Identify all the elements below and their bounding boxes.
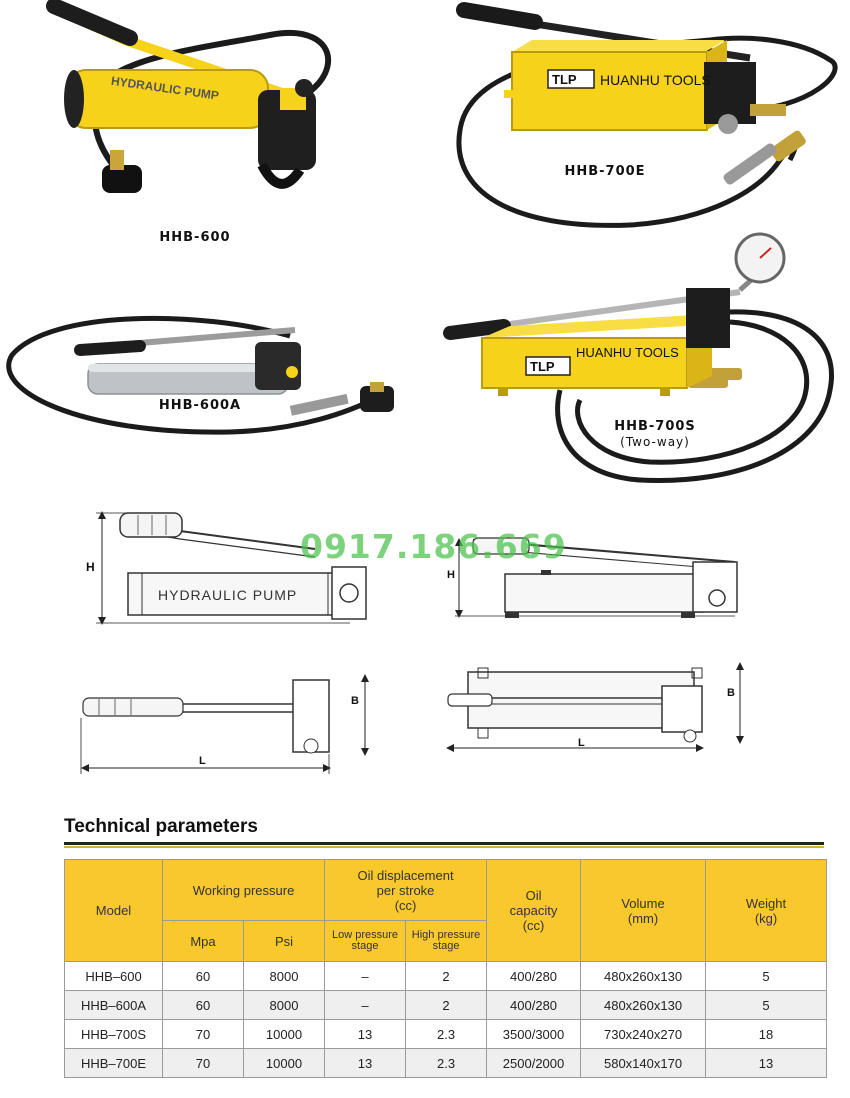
table-row: [65, 962, 827, 991]
drawing-hhb-600-top-view: [75, 668, 375, 778]
cell-high-pressure: 2: [406, 991, 487, 1020]
dim-label-l-left: L: [199, 755, 206, 767]
cell-psi: 8000: [244, 991, 325, 1020]
cell-weight: 13: [706, 1049, 827, 1078]
header-oil-displacement-line1: Oil displacement: [357, 867, 454, 883]
cell-model: HHB–600: [65, 962, 163, 991]
header-oil-displacement-line3: (cc): [394, 897, 417, 913]
drawing-pump-label: HYDRAULIC PUMP: [158, 587, 298, 603]
cell-low-pressure: 13: [325, 1020, 406, 1049]
cell-oil-capacity: 400/280: [487, 991, 581, 1020]
table-row: [65, 991, 827, 1020]
hhb-700s-brand-logo: TLP: [530, 359, 555, 374]
drawing-hhb-600-side-view: [80, 505, 380, 635]
product-caption-hhb-700e: HHB-700E: [564, 164, 646, 179]
cell-mpa: 70: [163, 1020, 244, 1049]
cell-weight: 5: [706, 962, 827, 991]
drawing-hhb-700-top-view: [440, 660, 750, 755]
cell-volume: 480x260x130: [581, 962, 706, 991]
dim-label-h-right: H: [447, 569, 455, 581]
title-rule-dark: [64, 842, 824, 845]
dim-label-b-left: B: [351, 695, 359, 707]
header-volume-line2: (mm): [627, 910, 659, 926]
header-mpa: Mpa: [163, 921, 244, 962]
hhb-700e-brand-text: HUANHU TOOLS: [600, 72, 711, 88]
cell-volume: 730x240x270: [581, 1020, 706, 1049]
cell-volume: 480x260x130: [581, 991, 706, 1020]
product-caption-hhb-600: HHB-600: [159, 230, 231, 245]
cell-oil-capacity: 400/280: [487, 962, 581, 991]
header-oil-capacity-line3: (cc): [522, 918, 545, 933]
cell-high-pressure: 2.3: [406, 1020, 487, 1049]
header-oil-capacity: [487, 860, 581, 962]
cell-psi: 8000: [244, 962, 325, 991]
header-weight-line2: (kg): [754, 910, 778, 926]
hhb-700s-brand-text: HUANHU TOOLS: [576, 345, 679, 360]
header-volume: [581, 860, 706, 962]
header-low-pressure-stage: [325, 921, 406, 962]
header-low-pressure-line2: stage: [351, 940, 379, 952]
hhb-700e-brand-logo: TLP: [552, 72, 577, 87]
product-caption-hhb-700s: HHB-700S: [614, 419, 696, 434]
cell-low-pressure: –: [325, 962, 406, 991]
title-rule-gold: [64, 846, 824, 848]
header-low-pressure-line1: Low pressure: [331, 929, 399, 941]
cell-model: HHB–700S: [65, 1020, 163, 1049]
dim-label-l-right: L: [578, 737, 585, 749]
section-title: Technical parameters: [64, 816, 258, 837]
cell-high-pressure: 2.3: [406, 1049, 487, 1078]
cell-psi: 10000: [244, 1049, 325, 1078]
product-hhb-600-illustration: [40, 0, 360, 225]
cell-low-pressure: 13: [325, 1049, 406, 1078]
header-oil-displacement: [325, 860, 487, 921]
cell-mpa: 60: [163, 991, 244, 1020]
cell-oil-capacity: 3500/3000: [487, 1020, 581, 1049]
cell-model: HHB–600A: [65, 991, 163, 1020]
table-row: [65, 1020, 827, 1049]
cell-low-pressure: –: [325, 991, 406, 1020]
header-high-pressure-line1: High pressure: [411, 929, 481, 941]
phone-watermark: 0917.186.669: [300, 527, 567, 566]
header-high-pressure-stage: [406, 921, 487, 962]
cell-oil-capacity: 2500/2000: [487, 1049, 581, 1078]
cell-mpa: 60: [163, 962, 244, 991]
dim-label-b-right: B: [727, 687, 735, 699]
header-oil-displacement-line2: per stroke: [376, 882, 435, 898]
header-high-pressure-line2: stage: [432, 940, 460, 952]
cell-weight: 5: [706, 991, 827, 1020]
header-oil-capacity-line2: capacity: [509, 903, 558, 918]
cell-model: HHB–700E: [65, 1049, 163, 1078]
product-hhb-700e-illustration: [450, 0, 850, 240]
header-volume-line1: Volume: [621, 895, 665, 911]
hhb-600-body-text: HYDRAULIC PUMP: [110, 73, 220, 103]
header-weight-line1: Weight: [745, 895, 787, 911]
cell-mpa: 70: [163, 1049, 244, 1078]
header-oil-capacity-line1: Oil: [525, 888, 542, 903]
dim-label-h-left: H: [86, 560, 95, 574]
header-model: Model: [65, 860, 163, 962]
cell-high-pressure: 2: [406, 962, 487, 991]
product-hhb-700s-illustration: [440, 230, 850, 490]
cell-weight: 18: [706, 1020, 827, 1049]
header-weight: [706, 860, 827, 962]
product-caption-hhb-600a: HHB-600A: [158, 398, 242, 413]
header-psi: Psi: [244, 921, 325, 962]
technical-parameters-table: [64, 859, 827, 1078]
cell-volume: 580x140x170: [581, 1049, 706, 1078]
product-hhb-600a-illustration: [0, 300, 420, 450]
header-working-pressure: Working pressure: [163, 860, 325, 921]
table-row: [65, 1049, 827, 1078]
cell-psi: 10000: [244, 1020, 325, 1049]
product-note-two-way: (Two-way): [620, 435, 690, 449]
